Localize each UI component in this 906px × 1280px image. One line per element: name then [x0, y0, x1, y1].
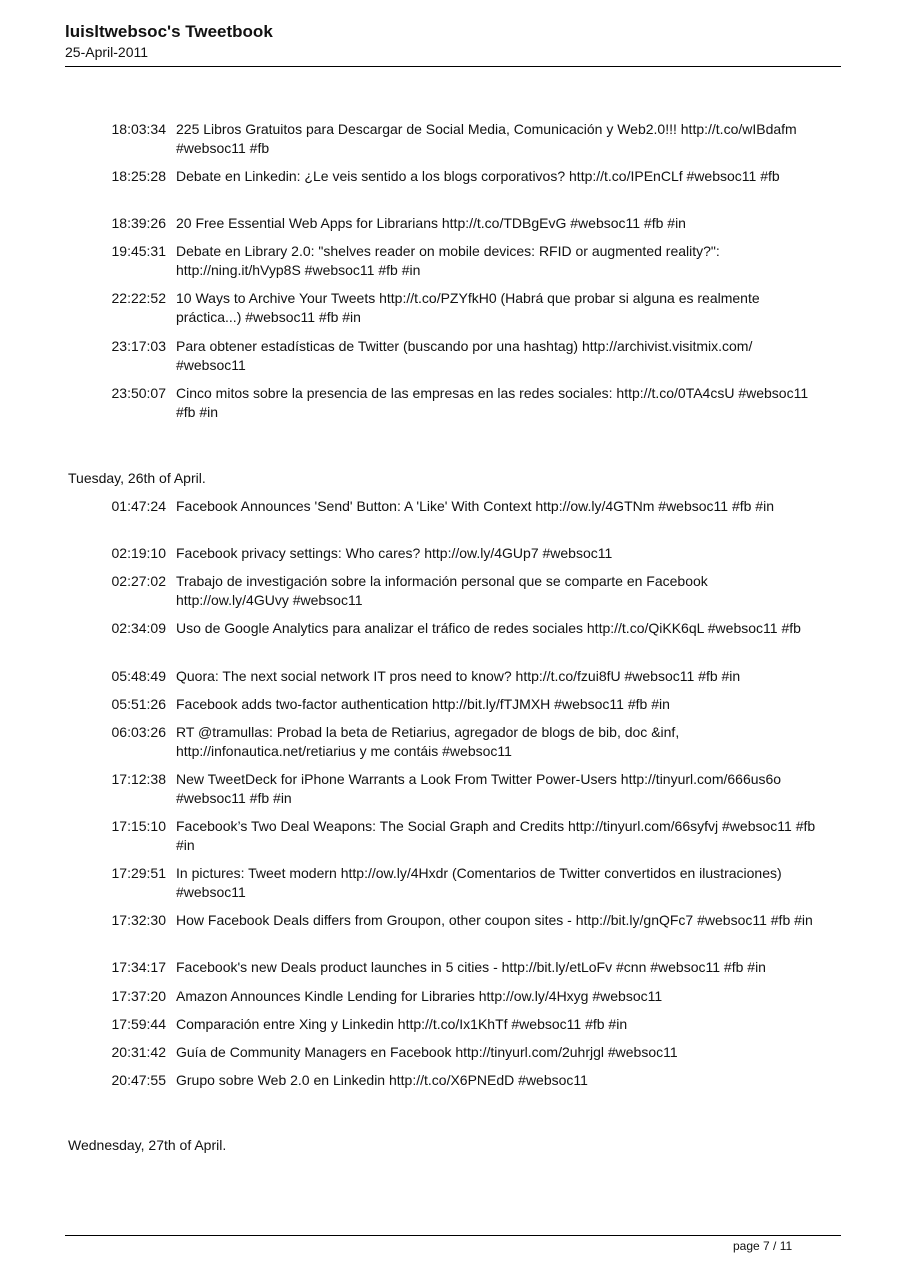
- day-heading: Wednesday, 27th of April.: [68, 1137, 227, 1153]
- tweet-time: 18:03:34: [111, 121, 166, 137]
- tweet-text: Trabajo de investigación sobre la información personal que se comparte en Facebook http://ow.ly/4GUvy #websoc11: [176, 573, 708, 608]
- tweet-time: 01:47:24: [111, 498, 166, 514]
- tweet-time: 02:19:10: [111, 545, 166, 561]
- tweet-time: 05:48:49: [111, 668, 166, 684]
- tweet-text: Facebook Announces 'Send' Button: A 'Like' With Context http://ow.ly/4GTNm #websoc11 #fb #in: [176, 498, 774, 514]
- tweet-text: Para obtener estadísticas de Twitter (buscando por una hashtag) http://archivist.visitmix.com/ #websoc11: [176, 338, 753, 373]
- tweet-text: Debate en Library 2.0: "shelves reader on mobile devices: RFID or augmented reality?": http://ning.it/hVyp8S #websoc11 #fb #in: [176, 243, 720, 278]
- tweet-time: 17:34:17: [111, 959, 166, 975]
- tweet-text: Uso de Google Analytics para analizar el tráfico de redes sociales http://t.co/QiKK6qL #websoc11 #fb: [176, 620, 801, 636]
- tweet-text: Facebook privacy settings: Who cares? http://ow.ly/4GUp7 #websoc11: [176, 545, 613, 561]
- tweet-time: 17:29:51: [111, 865, 166, 881]
- tweet-time: 17:59:44: [111, 1016, 166, 1032]
- tweet-time: 18:25:28: [111, 168, 166, 184]
- tweet-time: 02:27:02: [111, 573, 166, 589]
- tweet-text: Debate en Linkedin: ¿Le veis sentido a los blogs corporativos? http://t.co/IPEnCLf #websoc11 #fb: [176, 168, 780, 184]
- tweet-text: 10 Ways to Archive Your Tweets http://t.co/PZYfkH0 (Habrá que probar si alguna es realmente práctica...) #websoc11 #fb #in: [176, 290, 760, 325]
- header-title: luisltwebsoc's Tweetbook: [65, 22, 273, 41]
- tweet-time: 06:03:26: [111, 724, 166, 740]
- tweet-text: Grupo sobre Web 2.0 en Linkedin http://t.co/X6PNEdD #websoc11: [176, 1072, 588, 1088]
- tweet-text: Facebook adds two-factor authentication http://bit.ly/fTJMXH #websoc11 #fb #in: [176, 696, 670, 712]
- tweet-text: Facebook’s Two Deal Weapons: The Social Graph and Credits http://tinyurl.com/66syfvj #websoc11 #fb #in: [176, 818, 816, 853]
- footer-rule: [65, 1235, 841, 1236]
- tweet-time: 17:15:10: [111, 818, 166, 834]
- tweet-time: 18:39:26: [111, 215, 166, 231]
- tweet-text: Guía de Community Managers en Facebook http://tinyurl.com/2uhrjgl #websoc11: [176, 1044, 678, 1060]
- tweet-time: 17:37:20: [111, 988, 166, 1004]
- tweet-text: Comparación entre Xing y Linkedin http://t.co/Ix1KhTf #websoc11 #fb #in: [176, 1016, 628, 1032]
- tweet-time: 23:17:03: [111, 338, 166, 354]
- tweet-time: 02:34:09: [111, 620, 166, 636]
- header-date: 25-April-2011: [65, 44, 149, 60]
- tweet-time: 17:12:38: [111, 771, 166, 787]
- tweet-text: In pictures: Tweet modern http://ow.ly/4Hxdr (Comentarios de Twitter convertidos en ilustraciones) #websoc11: [176, 865, 782, 900]
- tweet-text: Amazon Announces Kindle Lending for Libraries http://ow.ly/4Hxyg #websoc11: [176, 988, 663, 1004]
- tweet-text: 225 Libros Gratuitos para Descargar de Social Media, Comunicación y Web2.0!!! http://t.co/wIBdafm #websoc11 #fb: [176, 121, 797, 156]
- tweet-text: 20 Free Essential Web Apps for Librarians http://t.co/TDBgEvG #websoc11 #fb #in: [176, 215, 686, 231]
- tweet-time: 20:47:55: [111, 1072, 166, 1088]
- tweet-time: 05:51:26: [111, 696, 166, 712]
- tweet-text: RT @tramullas: Probad la beta de Retiarius, agregador de blogs de bib, doc &inf, http://infonautica.net/retiarius y me contáis #websoc11: [176, 724, 680, 759]
- tweet-text: Facebook's new Deals product launches in 5 cities - http://bit.ly/etLoFv #cnn #websoc11 #fb #in: [176, 959, 766, 975]
- page-number: page 7 / 11: [733, 1239, 793, 1253]
- tweet-text: Cinco mitos sobre la presencia de las empresas en las redes sociales: http://t.co/0TA4csU #websoc11 #fb #in: [176, 385, 809, 420]
- tweet-time: 19:45:31: [111, 243, 166, 259]
- day-heading: Tuesday, 26th of April.: [68, 470, 206, 486]
- tweet-text: Quora: The next social network IT pros need to know? http://t.co/fzui8fU #websoc11 #fb #in: [176, 668, 741, 684]
- tweet-text: New TweetDeck for iPhone Warrants a Look From Twitter Power-Users http://tinyurl.com/666us6o #websoc11 #fb #in: [176, 771, 782, 806]
- tweet-text: How Facebook Deals differs from Groupon, other coupon sites - http://bit.ly/gnQFc7 #websoc11 #fb #in: [176, 912, 813, 928]
- tweet-time: 22:22:52: [111, 290, 166, 306]
- tweet-time: 23:50:07: [111, 385, 166, 401]
- tweet-time: 17:32:30: [111, 912, 166, 928]
- header-rule: [65, 66, 841, 67]
- tweet-time: 20:31:42: [111, 1044, 166, 1060]
